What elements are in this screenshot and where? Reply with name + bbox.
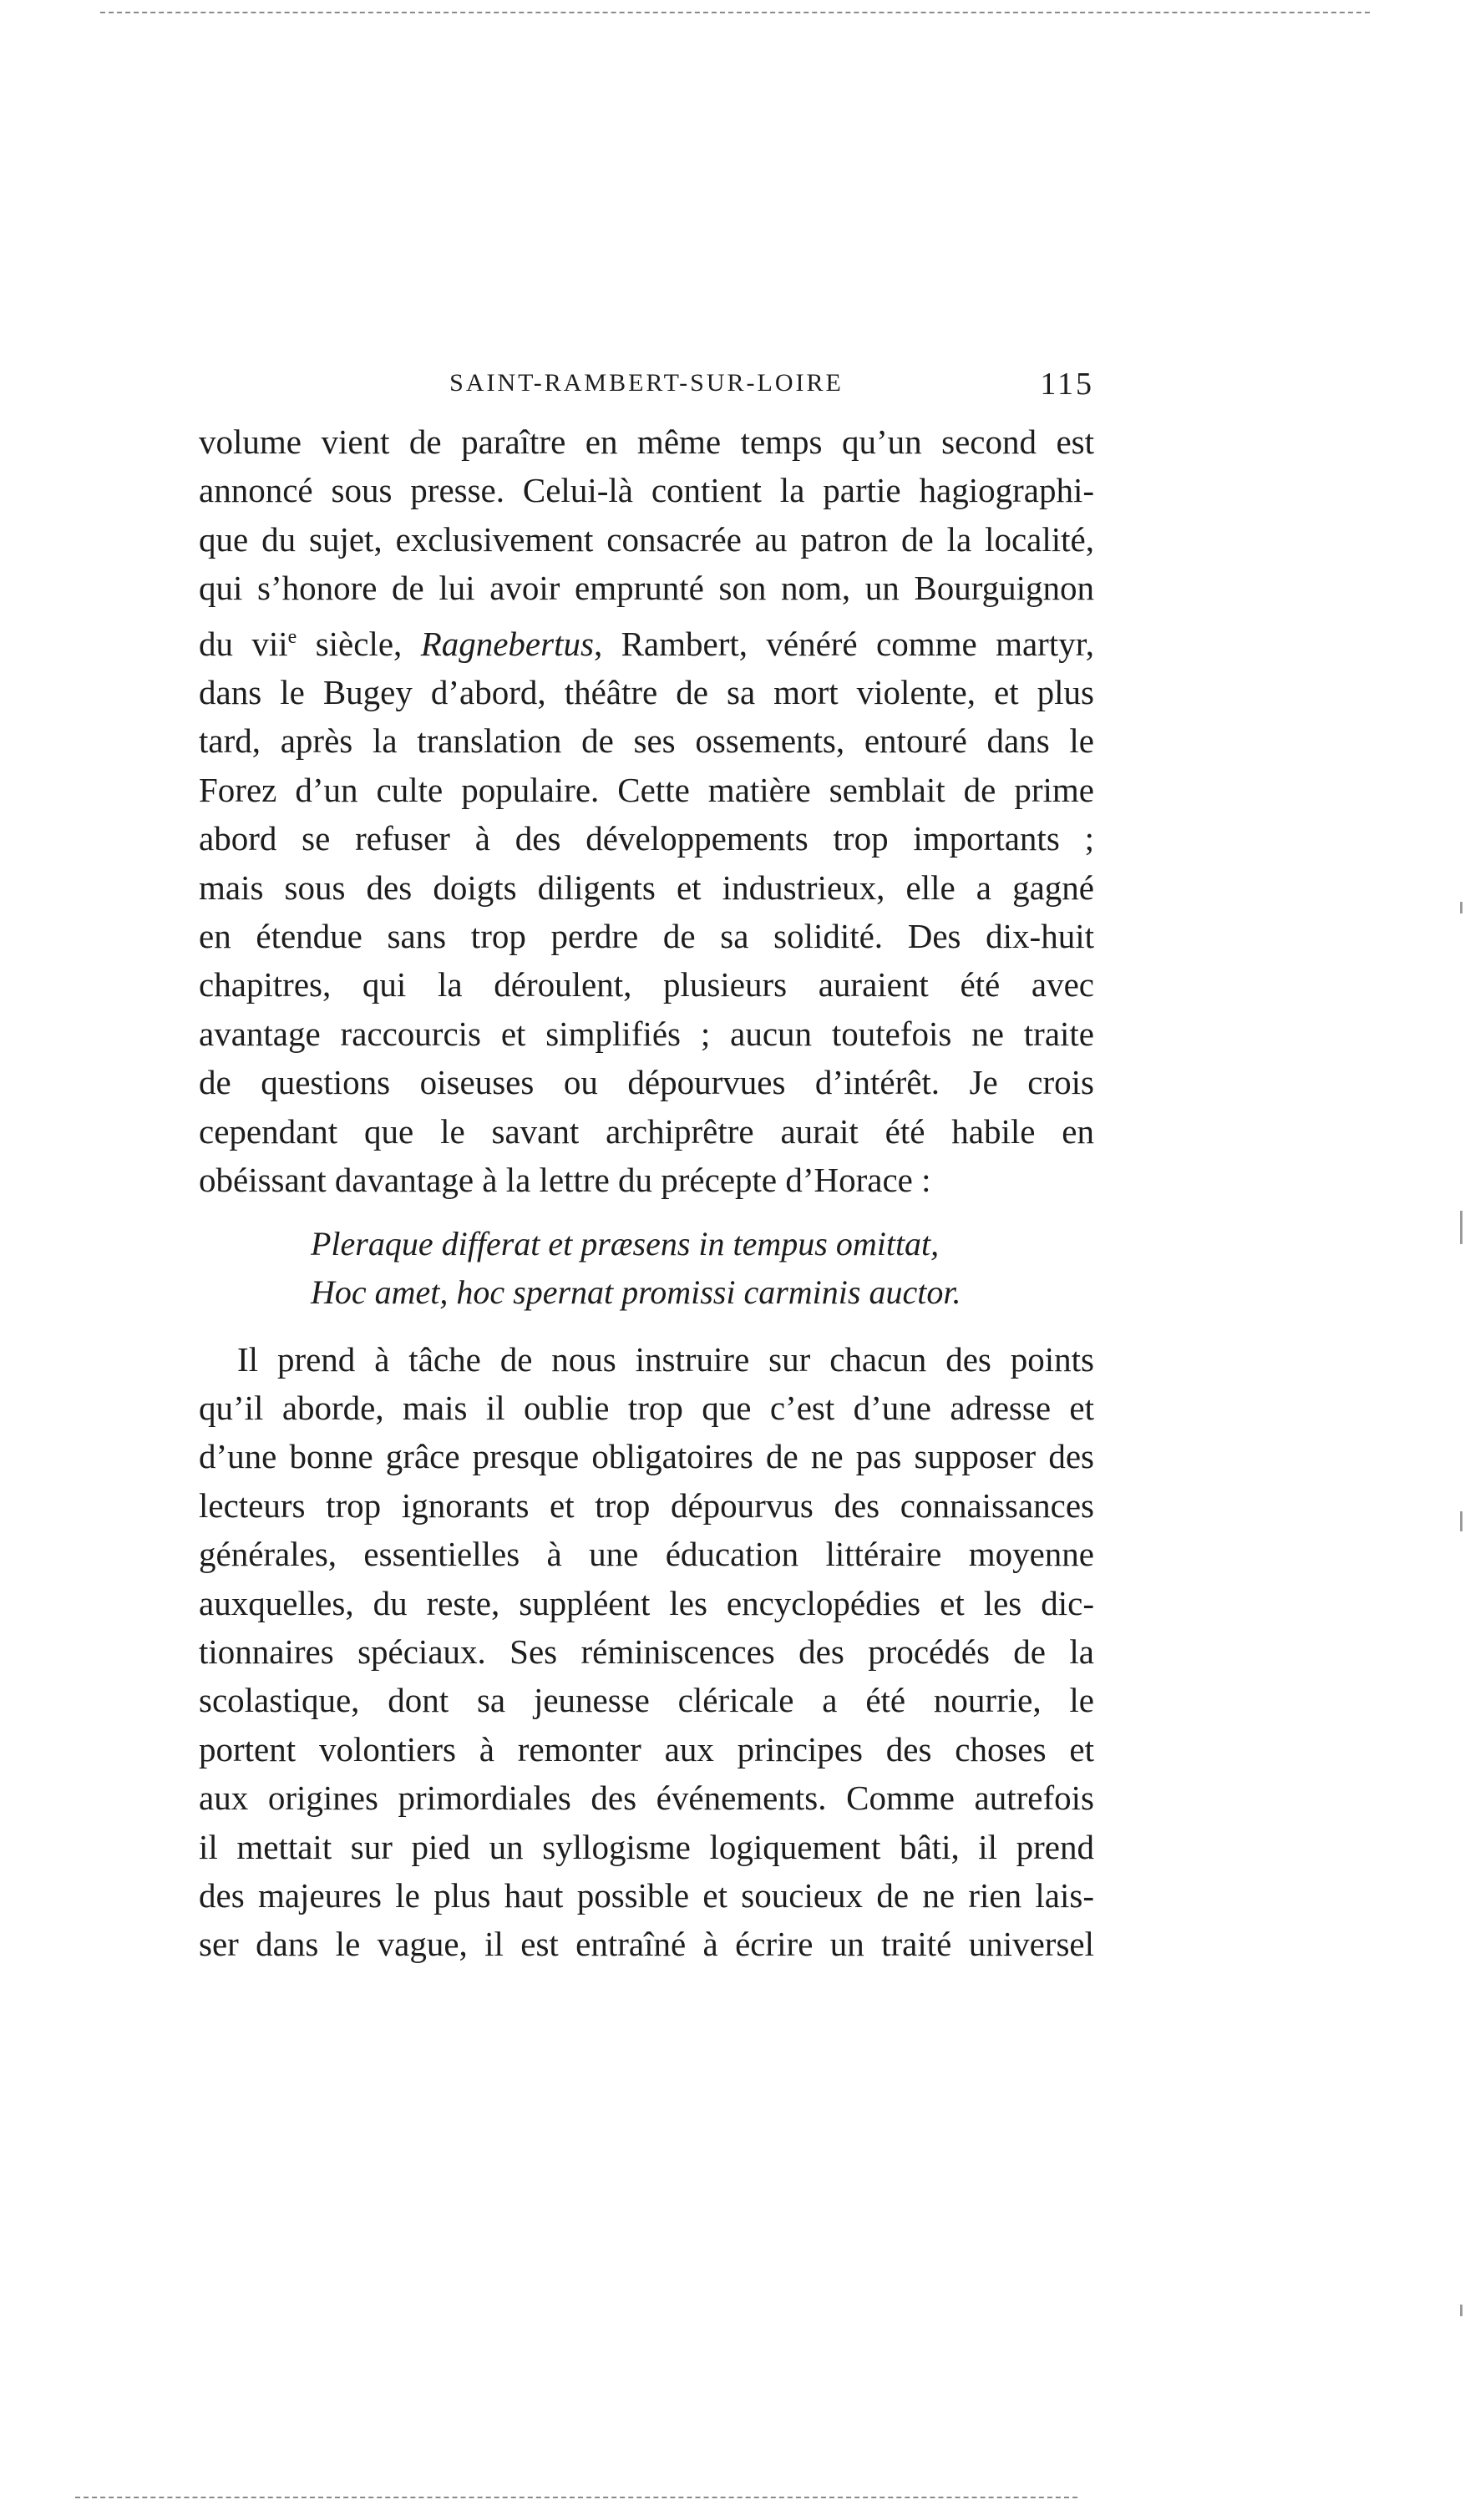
paragraph	[199, 1335, 1094, 1969]
text-line: mais sous des doigts diligents et industrieux, elle a gagné	[199, 868, 1094, 907]
text-line: aux origines primordiales des événements. Comme autrefois	[199, 1779, 1094, 1818]
text-fragment: siècle,	[297, 624, 421, 663]
horace-quotation	[199, 1220, 1094, 1317]
latin-name: Ragnebertus	[420, 624, 594, 663]
text-fragment: , Rambert, vénéré comme martyr,	[593, 624, 1094, 663]
text-line: abord se refuser à des développements trop importants ;	[199, 819, 1094, 858]
text-line: Il prend à tâche de nous instruire sur chacun des points	[237, 1339, 1094, 1379]
text-line: annoncé sous presse. Celui-là contient la partie hagiographi-	[199, 471, 1094, 510]
text-line: tard, après la translation de ses ossements, entouré dans le	[199, 721, 1094, 761]
page-number: 115	[1040, 367, 1094, 402]
running-head	[199, 359, 1094, 417]
text-line: tionnaires spéciaux. Ses réminiscences des procédés de la	[199, 1632, 1094, 1671]
text-line: scolastique, dont sa jeunesse cléricale a été nourrie, le	[199, 1681, 1094, 1720]
text-line: Forez d’un culte populaire. Cette matière semblait de prime	[199, 770, 1094, 809]
text-line: portent volontiers à remonter aux principes des choses et	[199, 1729, 1094, 1769]
text-fragment: du vii	[199, 624, 288, 663]
text-line: obéissant davantage à la lettre du précepte d’Horace :	[199, 1161, 931, 1200]
scan-edge-bottom	[75, 2497, 1077, 2498]
scan-speck	[1460, 1511, 1462, 1531]
scan-speck	[1460, 2305, 1462, 2316]
running-title: SAINT-RAMBERT-SUR-LOIRE	[449, 369, 844, 397]
superscript: e	[287, 625, 297, 648]
book-page	[199, 359, 1094, 1969]
scan-speck	[1460, 902, 1462, 913]
text-line: auxquelles, du reste, suppléent les encyclopédies et les dic-	[199, 1583, 1094, 1622]
text-line: volume vient de paraître en même temps qu’un second est	[199, 423, 1094, 461]
text-line: que du sujet, exclusivement consacrée au patron de la localité,	[199, 519, 1094, 559]
verse-line: Pleraque differat et præsens in tempus omittat,	[311, 1224, 940, 1263]
text-line: en étendue sans trop perdre de sa solidité. Des dix-huit	[199, 917, 1094, 956]
scan-edge-top	[100, 12, 1370, 13]
paragraph-continued	[199, 417, 1094, 1205]
text-line	[199, 613, 1094, 668]
text-line: des majeures le plus haut possible et soucieux de ne rien lais-	[199, 1875, 1094, 1915]
text-line: qu’il aborde, mais il oublie trop que c’est d’une adresse et	[199, 1388, 1094, 1427]
text-line: dans le Bugey d’abord, théâtre de sa mort violente, et plus	[199, 673, 1094, 712]
text-line: ser dans le vague, il est entraîné à écrire un traité universel	[199, 1925, 1094, 1964]
text-line: il mettait sur pied un syllogisme logiquement bâti, il prend	[199, 1827, 1094, 1866]
text-line: cependant que le savant archiprêtre aurait été habile en	[199, 1111, 1094, 1151]
text-line: de questions oiseuses ou dépourvues d’intérêt. Je crois	[199, 1063, 1094, 1102]
text-line: générales, essentielles à une éducation littéraire moyenne	[199, 1535, 1094, 1574]
text-line: avantage raccourcis et simplifiés ; aucun toutefois ne traite	[199, 1014, 1094, 1053]
text-line: lecteurs trop ignorants et trop dépourvus des connaissances	[199, 1485, 1094, 1525]
text-line: d’une bonne grâce presque obligatoires de ne pas supposer des	[199, 1437, 1094, 1476]
text-line: chapitres, qui la déroulent, plusieurs auraient été avec	[199, 965, 1094, 1004]
text-line: qui s’honore de lui avoir emprunté son nom, un Bourguignon	[199, 569, 1094, 608]
scan-speck	[1460, 1211, 1462, 1244]
verse-line: Hoc amet, hoc spernat promissi carminis auctor.	[311, 1273, 961, 1311]
